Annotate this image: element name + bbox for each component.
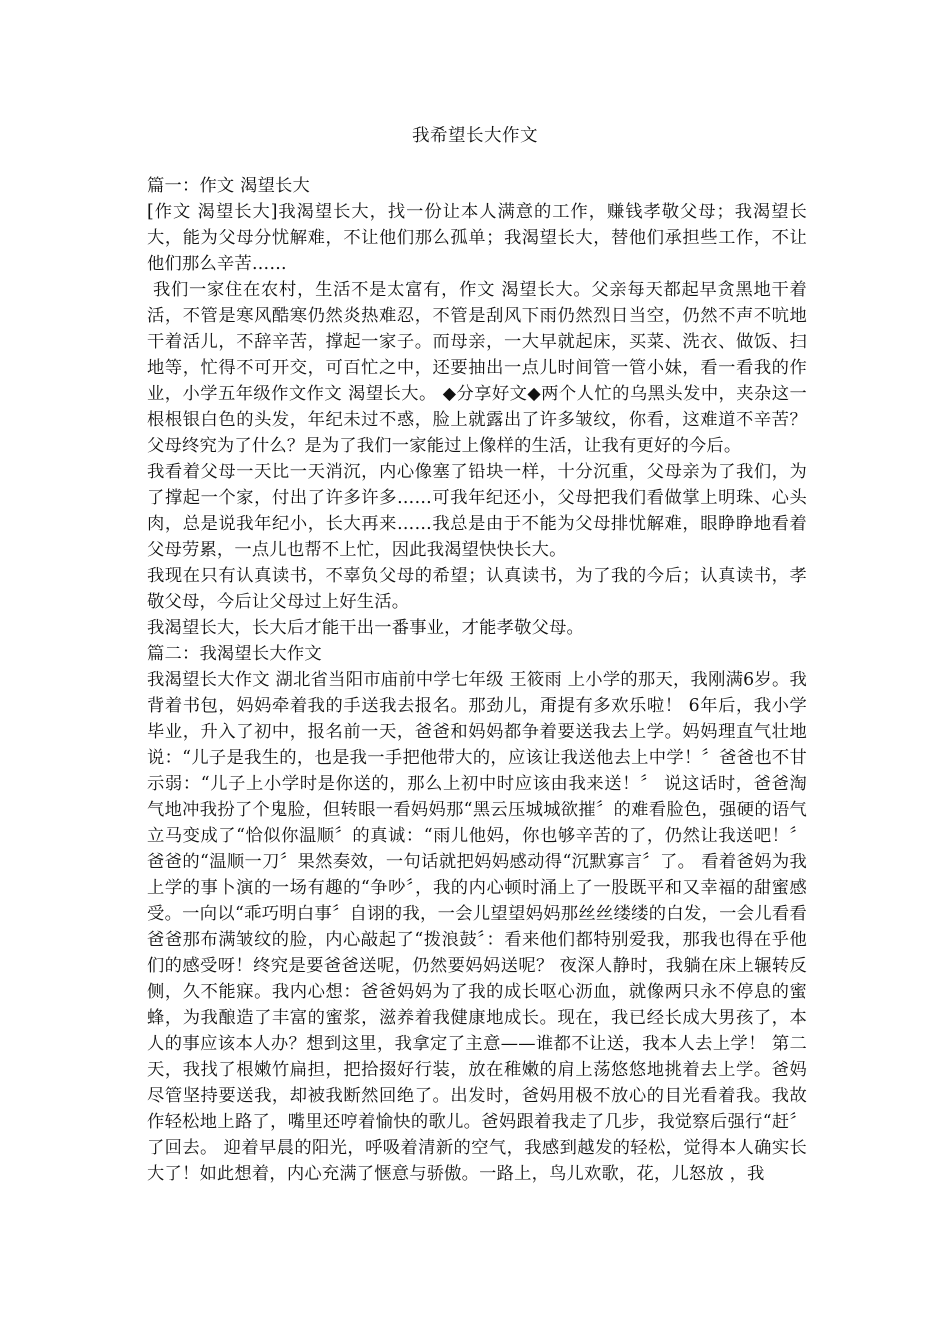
paragraph: 我现在只有认真读书，不辜负父母的希望；认真读书，为了我的今后；认真读书，孝敬父母，今后让父母过上好生活。 [147,566,807,612]
paragraph: 我们一家住在农村，生活不是太富有，作文 渴望长大。父亲每天都起早贪黑地干着活，不管是寒风酷寒仍然炎热难忍，不管是刮风下雨仍然烈日当空，仍然不声不吭地干着活儿，不辞辛苦，撑起一家子。而母亲，一大早就起床，买菜、洗衣、做饭、扫地等，忙得不可开交，可百忙之中，还要抽出一点儿时间管一管小妹，看一看我的作业，小学五年级作文作文 渴望长大。 ◆分享好文◆两个人忙的乌黑头发中，夹杂这一根根银白色的头发，年纪未过不惑，脸上就露出了许多皱纹，你看，这难道不辛苦？父母终究为了什么？是为了我们一家能过上像样的生活，让我有更好的今后。 [147,280,807,456]
paragraph: 我渴望长大作文 湖北省当阳市庙前中学七年级 王筱雨 上小学的那天，我刚满6岁。我背着书包，妈妈牵着我的手送我去报名。那劲儿，甭提有多欢乐啦！ 6年后，我小学毕业，升入了初中，报名前一天，爸爸和妈妈都争着要送我去上学。妈妈理直气壮地说：“儿子是我生的，也是我一手把他带大的，应该让我送他去上中学！〞爸爸也不甘示弱：“儿子上小学时是你送的，那么上初中时应该由我来送！〞 说这话时，爸爸淘气地冲我扮了个鬼脸，但转眼一看妈妈那“黑云压城城欲摧〞的难看脸色，强硬的语气立马变成了“恰似你温顺〞的真诚：“雨儿他妈，你也够辛苦的了，仍然让我送吧！〞爸爸的“温顺一刀〞果然奏效，一句话就把妈妈感动得“沉默寡言〞了。 看着爸妈为我上学的事卜演的一场有趣的“争吵〞，我的内心顿时涌上了一股既平和又幸福的甜蜜感受。一向以“乖巧明白事〞自诩的我，一会儿望望妈妈那丝丝缕缕的白发，一会儿看看爸爸那布满皱纹的脸，内心敲起了“拨浪鼓〞：看来他们都特别爱我，那我也得在乎他们的感受呀！终究是要爸爸送呢，仍然要妈妈送呢？ 夜深人静时，我躺在床上辗转反侧，久不能寐。我内心想：爸爸妈妈为了我的成长呕心沥血，就像两只永不停息的蜜蜂，为我酿造了丰富的蜜浆，滋养着我健康地成长。现在，我已经长成大男孩了，本人的事应该本人办？想到这里，我拿定了主意——谁都不让送，我本人去上学！ 第二天，我找了根嫩竹扁担，把拾掇好行装，放在稚嫩的肩上荡悠悠地挑着去上学。爸妈尽管坚持要送我，却被我断然回绝了。出发时，爸妈用极不放心的目光看着我。我故作轻松地上路了，嘴里还哼着愉快的歌儿。爸妈跟着我走了几步，我觉察后强行“赶〞了回去。 迎着早晨的阳光，呼吸着清新的空气，我感到越发的轻松，觉得本人确实长大了！如此想着，内心充满了惬意与骄傲。一路上，鸟儿欢歌，花，儿怒放 ，我 [147,670,807,1184]
paragraph: [作文 渴望长大]我渴望长大，找一份让本人满意的工作，赚钱孝敬父母；我渴望长大，能为父母分忧解难，不让他们那么孤单；我渴望长大，替他们承担些工作，不让他们那么辛苦…… [147,202,807,274]
paragraph: 我渴望长大，长大后才能干出一番事业，才能孝敬父母。 [147,618,585,638]
document-body [147,173,807,1187]
section-heading-1: 篇一：作文 渴望长大 [147,176,311,196]
section-heading-2: 篇二：我渴望长大作文 [147,644,322,664]
document-title: 我希望长大作文 [412,126,538,146]
paragraph: 我看着父母一天比一天消沉，内心像塞了铅块一样，十分沉重，父母亲为了我们，为了撑起一个家，付出了许多许多……可我年纪还小，父母把我们看做掌上明珠、心头肉，总是说我年纪小，长大再来……我总是由于不能为父母排忧解难，眼睁睁地看着父母劳累，一点儿也帮不上忙，因此我渴望快快长大。 [147,462,807,560]
